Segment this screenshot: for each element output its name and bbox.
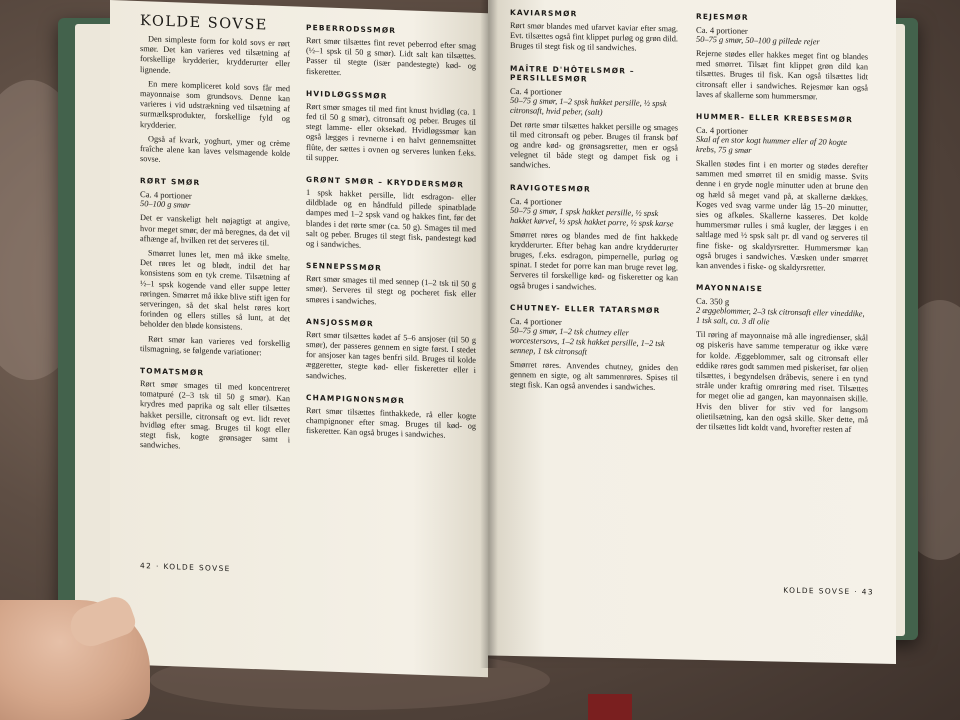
yield-text: Ca. 4 portioner [696, 124, 748, 136]
section-heading: TOMATSMØR [140, 366, 205, 378]
left-page [110, 0, 488, 677]
section-heading: MAYONNAISE [696, 283, 763, 294]
ingredients-text: 50–75 g smør, 1–2 tsk chutney eller worcestersovs, 1–2 tsk hakket persille, 1–2 tsk sennep, 1 tsk citronsaft [510, 325, 665, 357]
intro-paragraph: En mere kompliceret kold sovs får med mayonnaise som grundsovs. Denne kan varieres i vid udstrækning ved tilsætning af surmælksprodukter, forskellige fyld og krydderier. [140, 79, 290, 130]
body-paragraph: Rørt smør smages til med sennep (1–2 tsk til 50 g smør). Serveres til stegt og pocheret fisk eller smøres i sandwiches. [306, 274, 476, 306]
section-heading: RAVIGOTESMØR [510, 182, 591, 194]
bookmark-ribbon [588, 694, 632, 720]
section-heading: HUMMER- ELLER KREBSESMØR [696, 111, 853, 125]
body-paragraph: Rørt smør smages til med fint knust hvidløg (ca. 1 fed til 50 g smør), citronsaft og peber. Bruges til stegt lamme- eller oksekød. Hvidløgssmør kan også lægges i revnerne i en halvt gennemsnittet flûte, der sættes i ovnen og serveres lunken f.eks. til supper. [306, 101, 476, 163]
section-heading: ANSJOSSMØR [306, 316, 374, 329]
body-paragraph: Rørt smør blandes med ufarvet kaviar efter smag. Evt. tilsættes også fint klippet purløg og grøn dild. Bruges til stegt fisk og til sandwiches. [510, 20, 678, 53]
body-paragraph: Smørret røres. Anvendes chutney, gnides den gennem en sigte, og alt sammenrøres. Spises til stegt fisk. Kan også anvendes i sandwiches. [510, 359, 678, 393]
body-paragraph: Skallen stødes fint i en morter og stødes derefter sammen med smørret til en smidig masse. Svits denne i en gryde nogle minutter uden at brune den og hæld så meget vand på, at skallerne dækkes. Koges ved svag varme under låg 15–20 minutter, sies og afkøles. Skallerne kasseres. Det kolde hummersmør rulles i små kugler, der lægges i en saltlage med ½ spsk salt pr. dl vand og serveres til fine fiske- og skaldyrsretter. Hummersmør kan også bruges i sandwiches. Væsken under smørret kan anvendes i fiske- og skaldyrsretter. [696, 158, 868, 273]
yield-text: Ca. 350 g [696, 296, 730, 307]
right-page [488, 0, 896, 664]
body-paragraph: Til røring af mayonnaise må alle ingredienser, skål og piskeris have samme temperatur og ikke være for kolde. Æggeblommer, salt og citronsaft eller eddike røres godt sammen med piskeriset, før olien tilsættes, i begyndelsen dråbevis, senere i en tynd stråle under kraftig omrøring med riset. Tilsættes for meget olie ad gangen, kan mayonnaisen skille. Hvis den bliver for stiv ved for langsom olietilsætning, kan den også skille. Sker dette, må der tilsættes lidt koldt vand, hvorefter resten af [696, 330, 868, 435]
page-title: KOLDE SOVSE [140, 13, 268, 34]
yield-text: Ca. 4 portioner [696, 24, 748, 36]
body-paragraph: Det rørte smør tilsættes hakket persille og smages til med citronsaft og peber. Bruges til fransk bøf og andre kød- og grønsagsretter, men er også velegnet til både stegt og dampet fisk og i sandwiches. [510, 119, 678, 171]
body-paragraph: Det er vanskeligt helt nøjagtigt at angive, hvor meget smør, der må beregnes, da det vil afhænge af, hvilken ret det serveres til. [140, 213, 290, 248]
right-column-1 [510, 2, 678, 394]
section-heading: PEBERRODSSMØR [306, 22, 397, 35]
section-heading: MAÎTRE D'HÔTELSMØR – PERSILLESMØR [510, 63, 635, 84]
yield-text: Ca. 4 portioner [140, 189, 192, 202]
ingredients-text: 50–75 g smør, 1–2 spsk hakket persille, ½ spsk citronsaft, hvid peber, (salt) [510, 95, 667, 117]
body-paragraph: 1 spsk hakket persille, lidt esdragon- eller dildblade og en håndfuld pillede spinatblade dampes med 1–2 spsk vand og hakkes fint, før det blandes i det rørte smør (ca. 50 g). Smages til med salt og peber. Bruges til stegt fisk, pandestegt kød og i sandwiches. [306, 187, 476, 250]
section-heading: RØRT SMØR [140, 176, 201, 188]
body-paragraph: Rørt smør tilsættes finthakkede, rå eller kogte champignoner efter smag. Bruges til kød- og fiskeretter. Kan også bruges i sandwiches. [306, 405, 476, 440]
page-number-right: KOLDE SOVSE · 43 [783, 585, 874, 597]
body-paragraph: Rørt smør kan varieres ved forskellig tilsmagning, se følgende variationer: [140, 333, 290, 358]
ingredients-text: 50–75 g smør, 1 spsk hakket persille, ½ spsk hakket kørvel, ½ spsk hakket porre, ½ spsk karse [510, 205, 674, 228]
book-gutter-shadow [480, 0, 498, 668]
body-paragraph: Rørt smør smages til med koncentreret tomatpuré (2–3 tsk til 50 g smør). Kan krydres med paprika og salt eller tilsættes hakket persille, citronsaft og evt. lidt revet hvidløg efter smag. Bruges til kogt eller stegt fisk, kogte grønsager samt i sandwiches. [140, 379, 290, 451]
intro-paragraph: Også af kvark, yoghurt, ymer og crème fraîche alene kan laves velsmagende kolde sovse. [140, 134, 290, 164]
section-heading: GRØNT SMØR – KRYDDERSMØR [306, 174, 465, 190]
right-column-2 [696, 6, 868, 436]
body-paragraph: Rørt smør tilsættes fint revet peberrod efter smag (½–1 spsk til 50 g smør). Lidt salt kan tilsættes. Passer til stegte (især pandestegte) kød- og fiskeretter. [306, 35, 476, 77]
intro-paragraph: Den simpleste form for kold sovs er rørt smør. Det kan varieres ved tilsætning af forskellige krydderier, krydderurter eller lignende. [140, 34, 290, 75]
page-number-left: 42 · KOLDE SOVSE [140, 561, 231, 574]
body-paragraph: Smørret lunes let, men må ikke smelte. Det røres let og blødt, indtil det har konsistens som en tyk creme. Tilsætning af ½–1 spsk kogende vand eller suppe letter røringen. Smørret må ikke blive stift igen for serveringen, så det skal helst røres kort forinden og ellers stilles så lunt, at det beholder den bløde konsistens. [140, 248, 290, 333]
section-heading: KAVIARSMØR [510, 7, 578, 19]
left-column-1 [140, 11, 290, 456]
ingredients-text: 50–75 g smør, 50–100 g pillede rejer [696, 34, 820, 47]
yield-text: Ca. 4 portioner [510, 315, 562, 327]
yield-text: Ca. 4 portioner [510, 85, 562, 97]
section-heading: CHAMPIGNONSMØR [306, 392, 406, 406]
body-paragraph: Rørt smør tilsættes kødet af 5–6 ansjoser (til 50 g smør), der passeres gennem en sigte først. I stedet for ansjoser kan tages benfri sild. Bruges til kolde æggeretter, stegte kød- eller fiskeretter eller i sandwiches. [306, 329, 476, 381]
section-heading: SENNEPSSMØR [306, 261, 383, 273]
section-heading: REJESMØR [696, 11, 749, 22]
ingredients-text: 2 æggeblommer, 2–3 tsk citronsaft eller vineddike, 1 tsk salt, ca. 3 dl olie [696, 306, 865, 327]
ingredients-text: Skal af en stor kogt hummer eller af 20 kogte krebs, 75 g smør [696, 134, 847, 155]
body-paragraph: Rejerne stødes eller hakkes meget fint og blandes med smørret. Tilsæt fint klippet grøn dild kan tilsættes. Bruges til fisk. Kan også tilsættes lidt citronsaft eller i sandwiches. Rejesmør kan også laves af skallerne som hummersmør. [696, 48, 868, 102]
section-heading: CHUTNEY- ELLER TATARSMØR [510, 302, 661, 315]
yield-text: Ca. 4 portioner [510, 195, 562, 207]
ingredients-text: 50–100 g smør [140, 199, 191, 211]
section-heading: HVIDLØGSSMØR [306, 88, 388, 101]
body-paragraph: Smørret røres og blandes med de fint hakkede krydderurter. Efter behag kan andre krydderurter bruges, f.eks. esdragon, pimpernelle, purløg og spinat. I stedet for porre kan man bruge revet løg. Serveres til forskellige kød- og fiskeretter og kan også bruges i sandwiches. [510, 229, 678, 292]
left-column-2 [306, 17, 476, 442]
